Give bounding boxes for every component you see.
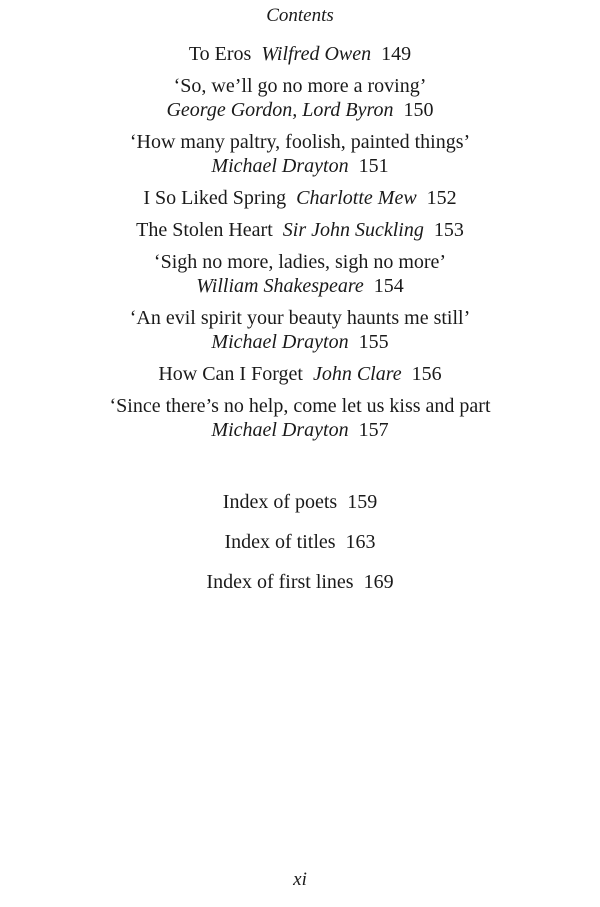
page-header: Contents: [266, 5, 334, 26]
entry-page-number: 150: [403, 99, 434, 121]
entry-page-number: 153: [433, 219, 464, 241]
entry-page-number: 154: [373, 275, 404, 297]
contents-list: [0, 42, 600, 450]
entry-author: Wilfred Owen: [261, 43, 372, 65]
entry-page-number: 151: [358, 155, 389, 177]
entry-title: ‘Sigh no more, ladies, sigh no more’: [153, 251, 447, 273]
contents-entry: [0, 130, 600, 178]
index-list: [0, 490, 600, 610]
entry-author: Michael Drayton: [211, 331, 349, 353]
index-page-number: 169: [363, 571, 394, 593]
contents-entry: [0, 306, 600, 354]
entry-author: George Gordon, Lord Byron: [166, 99, 394, 121]
entry-title: To Eros: [188, 43, 252, 65]
contents-entry: [0, 394, 600, 442]
index-page-number: 163: [345, 531, 376, 553]
index-entry: [0, 530, 600, 570]
index-entry: [0, 570, 600, 610]
entry-page-number: 152: [426, 187, 457, 209]
entry-title: ‘So, we’ll go no more a roving’: [173, 75, 427, 97]
entry-title: The Stolen Heart: [136, 219, 273, 241]
contents-entry: [0, 42, 600, 66]
index-label: Index of first lines: [206, 571, 354, 593]
entry-page-number: 157: [358, 419, 389, 441]
contents-entry: [0, 362, 600, 386]
page-folio: xi: [293, 869, 307, 890]
entry-title: I So Liked Spring: [143, 187, 287, 209]
entry-author: John Clare: [312, 363, 402, 385]
entry-title: ‘How many paltry, foolish, painted things’: [129, 131, 471, 153]
index-label: Index of titles: [224, 531, 336, 553]
index-page-number: 159: [347, 491, 378, 513]
entry-page-number: 149: [381, 43, 412, 65]
contents-entry: [0, 218, 600, 242]
entry-author: Michael Drayton: [211, 419, 349, 441]
index-label: Index of poets: [222, 491, 338, 513]
entry-page-number: 156: [411, 363, 442, 385]
entry-author: William Shakespeare: [196, 275, 364, 297]
entry-title: ‘Since there’s no help, come let us kiss and part: [109, 395, 491, 417]
index-entry: [0, 490, 600, 530]
entry-title: ‘An evil spirit your beauty haunts me still’: [129, 307, 471, 329]
entry-author: Michael Drayton: [211, 155, 349, 177]
contents-entry: [0, 186, 600, 210]
contents-entry: [0, 74, 600, 122]
entry-page-number: 155: [358, 331, 389, 353]
entry-author: Charlotte Mew: [296, 187, 417, 209]
entry-author: Sir John Suckling: [282, 219, 424, 241]
contents-entry: [0, 250, 600, 298]
entry-title: How Can I Forget: [158, 363, 303, 385]
